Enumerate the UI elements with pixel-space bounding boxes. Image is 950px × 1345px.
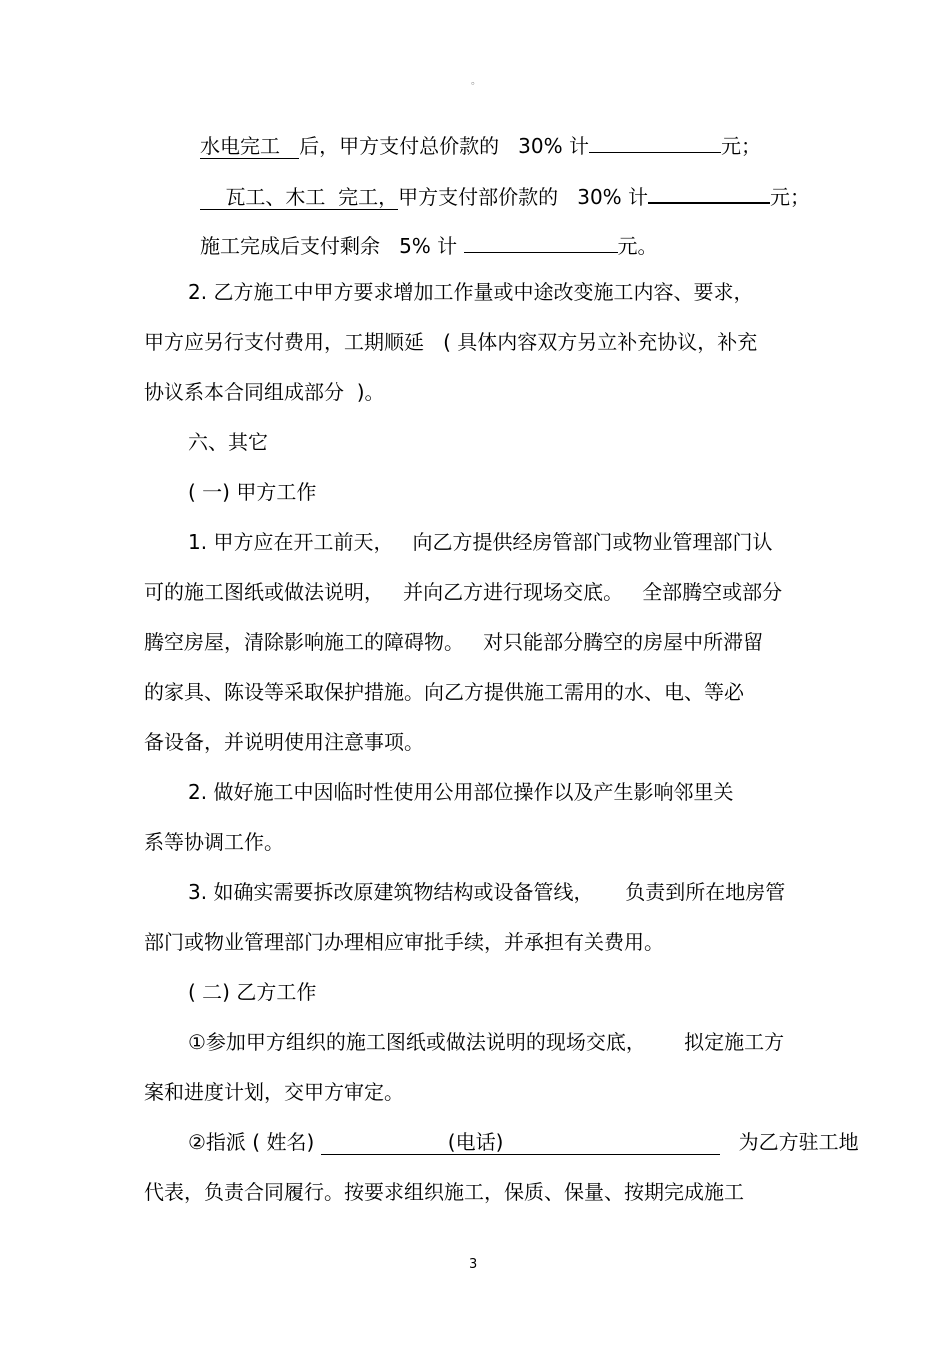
payment-stage-underlined: 水电完工: [200, 134, 299, 159]
party-b-clause-2-line-1: ②指派 ( 姓名) (电话) 为乙方驻工地: [188, 1130, 859, 1154]
party-a-clause-1-line-5: 备设备，并说明使用注意事项。: [144, 730, 424, 754]
amount-blank: [464, 228, 618, 253]
party-b-clause-2-line-2: 代表，负责合同履行。按要求组织施工，保质、保量、按期完成施工: [144, 1180, 744, 1204]
party-b-clause-1-line-2: 案和进度计划，交甲方审定。: [144, 1080, 404, 1104]
party-a-clause-3-line-2: 部门或物业管理部门办理相应审批手续，并承担有关费用。: [144, 930, 664, 954]
payment-line-2: 瓦工、木工 完工，甲方支付部价款的 30% 计 元；: [200, 178, 810, 211]
party-a-work-title: ( 一) 甲方工作: [188, 480, 317, 504]
clause-2-line-2: 甲方应另行支付费用，工期顺延 ( 具体内容双方另立补充协议，补充: [144, 330, 758, 354]
party-b-clause-1-line-1: ①参加甲方组织的施工图纸或做法说明的现场交底， 拟定施工方: [188, 1030, 785, 1054]
amount-blank: [589, 128, 721, 153]
section-6-title: 六、其它: [188, 430, 268, 454]
party-a-clause-1-line-3: 腾空房屋，清除影响施工的障碍物。 对只能部分腾空的房屋中所滞留: [144, 630, 764, 654]
party-a-clause-1-line-1: 1. 甲方应在开工前天， 向乙方提供经房管部门或物业管理部门认: [188, 530, 773, 554]
party-a-clause-1-line-4: 的家具、陈设等采取保护措施。向乙方提供施工需用的水、电、等必: [144, 680, 744, 704]
party-b-work-title: ( 二) 乙方工作: [188, 980, 317, 1004]
party-a-clause-3-line-1: 3. 如确实需要拆改原建筑物结构或设备管线， 负责到所在地房管: [188, 880, 786, 904]
party-a-clause-2-line-1: 2. 做好施工中因临时性使用公用部位操作以及产生影响邻里关: [188, 780, 734, 804]
page-number: 3: [469, 1257, 478, 1272]
clause-2-line-3: 协议系本合同组成部分 )。: [144, 380, 385, 404]
amount-blank: [648, 178, 770, 204]
representative-name-phone-blank: (电话): [321, 1130, 720, 1155]
header-mark: 。: [471, 76, 481, 87]
clause-2-line-1: 2. 乙方施工中甲方要求增加工作量或中途改变施工内容、要求，: [188, 280, 754, 304]
payment-stage-underlined: 瓦工、木工 完工，: [200, 185, 398, 210]
payment-line-3: 施工完成后支付剩余 5% 计 元。: [200, 228, 658, 260]
party-a-clause-1-line-2: 可的施工图纸或做法说明， 并向乙方进行现场交底。 全部腾空或部分: [144, 580, 783, 604]
party-a-clause-2-line-2: 系等协调工作。: [144, 830, 284, 854]
payment-line-1: 水电完工 后，甲方支付总价款的 30% 计 元；: [200, 128, 761, 160]
